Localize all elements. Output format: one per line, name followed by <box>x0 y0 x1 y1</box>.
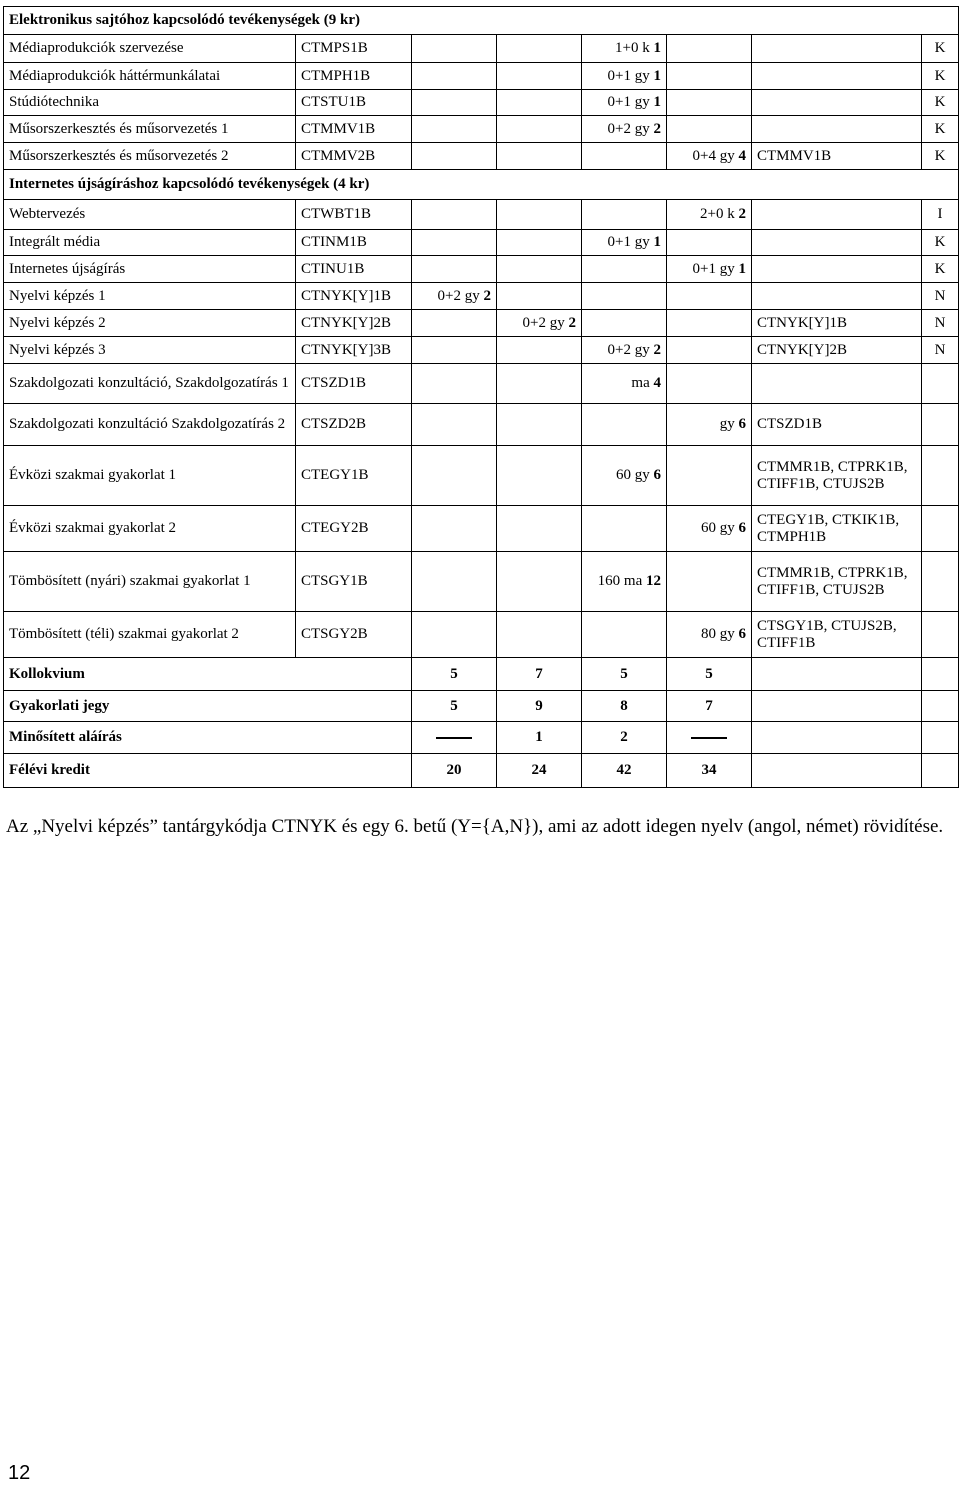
exam-type <box>922 722 959 754</box>
dash-mark <box>691 737 727 739</box>
semester-4-cell <box>667 63 752 90</box>
course-row <box>4 143 959 170</box>
course-row <box>4 552 959 612</box>
semester-2-cell <box>497 230 582 256</box>
semester-4-cell <box>667 283 752 310</box>
semester-2-cell <box>497 310 582 337</box>
course-name: Szakdolgozati konzultáció, Szakdolgozatírás 1 <box>4 364 296 404</box>
semester-4-cell <box>667 116 752 143</box>
semester-3-cell <box>582 552 667 612</box>
semester-4-cell <box>667 90 752 116</box>
semester-1-cell <box>412 35 497 63</box>
course-name: Internetes újságírás <box>4 256 296 283</box>
hours-text: 0+1 gy <box>607 94 654 110</box>
course-name: Műsorszerkesztés és műsorvezetés 1 <box>4 116 296 143</box>
semester-3-cell <box>582 63 667 90</box>
summary-value: 7 <box>667 691 752 722</box>
prerequisite: CTSZD1B <box>752 404 922 446</box>
semester-3-cell <box>582 143 667 170</box>
exam-type: K <box>922 35 959 63</box>
course-name: Tömbösített (nyári) szakmai gyakorlat 1 <box>4 552 296 612</box>
credit-value: 4 <box>738 147 746 164</box>
section-header-row <box>4 7 959 35</box>
hours-text: ma <box>631 375 654 391</box>
hours-text: 0+1 gy <box>607 67 654 84</box>
footnote: Az „Nyelvi képzés” tantárgykódja CTNYK és egy 6. betű (Y={A,N}), ami az adott idegen nyelv (angol, német) rövidítése. <box>6 816 944 837</box>
semester-3-cell <box>582 256 667 283</box>
semester-2-cell <box>497 256 582 283</box>
course-code: CTNYK[Y]3B <box>296 337 412 364</box>
course-code: CTSGY2B <box>296 612 412 658</box>
semester-2-cell <box>497 552 582 612</box>
course-name: Médiaprodukciók szervezése <box>4 35 296 63</box>
summary-value: 5 <box>667 658 752 691</box>
semester-4-cell <box>667 446 752 506</box>
summary-value: 24 <box>497 754 582 788</box>
semester-2-cell <box>497 63 582 90</box>
course-code: CTSZD1B <box>296 364 412 404</box>
exam-type <box>922 612 959 658</box>
exam-type: K <box>922 116 959 143</box>
hours-text: 80 gy <box>701 626 739 642</box>
prerequisite: CTSGY1B, CTUJS2B, CTIFF1B <box>752 612 922 658</box>
prerequisite <box>752 200 922 230</box>
course-row <box>4 506 959 552</box>
exam-type <box>922 364 959 404</box>
credit-value: 6 <box>738 520 746 536</box>
prerequisite <box>752 283 922 310</box>
exam-type: I <box>922 200 959 230</box>
course-name: Évközi szakmai gyakorlat 1 <box>4 446 296 506</box>
summary-value: 5 <box>412 691 497 722</box>
course-row <box>4 404 959 446</box>
course-code: CTSGY1B <box>296 552 412 612</box>
course-name: Webtervezés <box>4 200 296 230</box>
course-name: Tömbösített (téli) szakmai gyakorlat 2 <box>4 612 296 658</box>
course-row <box>4 283 959 310</box>
semester-2-cell <box>497 446 582 506</box>
semester-4-cell <box>667 506 752 552</box>
summary-value: 34 <box>667 754 752 788</box>
credit-value: 2 <box>738 206 746 222</box>
section-title: Internetes újságíráshoz kapcsolódó tevékenységek (4 kr) <box>4 170 959 200</box>
hours-text: 0+2 gy <box>607 120 654 137</box>
semester-3-cell <box>582 446 667 506</box>
course-name: Nyelvi képzés 2 <box>4 310 296 337</box>
page-number: 12 <box>8 1462 31 1484</box>
semester-2-cell <box>497 283 582 310</box>
summary-label: Félévi kredit <box>4 754 412 788</box>
semester-1-cell <box>412 364 497 404</box>
summary-value: 2 <box>582 722 667 754</box>
curriculum-table <box>3 6 959 788</box>
hours-text: 0+1 gy <box>607 234 654 250</box>
summary-value: 7 <box>497 658 582 691</box>
exam-type: K <box>922 143 959 170</box>
prerequisite <box>752 691 922 722</box>
semester-1-cell <box>412 506 497 552</box>
semester-1-cell <box>412 446 497 506</box>
credit-value: 6 <box>738 416 746 432</box>
semester-3-cell <box>582 310 667 337</box>
course-row <box>4 446 959 506</box>
course-name: Médiaprodukciók háttérmunkálatai <box>4 63 296 90</box>
semester-2-cell <box>497 116 582 143</box>
course-code: CTSZD2B <box>296 404 412 446</box>
semester-3-cell <box>582 230 667 256</box>
semester-4-cell <box>667 364 752 404</box>
semester-3-cell <box>582 506 667 552</box>
exam-type: K <box>922 230 959 256</box>
prerequisite <box>752 722 922 754</box>
course-row <box>4 200 959 230</box>
semester-3-cell <box>582 364 667 404</box>
dash-mark <box>436 737 472 739</box>
course-code: CTWBT1B <box>296 200 412 230</box>
credit-value: 6 <box>738 626 746 642</box>
credit-value: 4 <box>653 375 661 391</box>
course-name: Műsorszerkesztés és műsorvezetés 2 <box>4 143 296 170</box>
credit-value: 2 <box>653 341 661 358</box>
course-code: CTNYK[Y]2B <box>296 310 412 337</box>
semester-4-cell <box>667 35 752 63</box>
semester-2-cell <box>497 364 582 404</box>
semester-4-cell <box>667 552 752 612</box>
course-name: Nyelvi képzés 3 <box>4 337 296 364</box>
course-code: CTNYK[Y]1B <box>296 283 412 310</box>
exam-type: N <box>922 310 959 337</box>
prerequisite <box>752 116 922 143</box>
semester-3-cell <box>582 116 667 143</box>
hours-text: 60 gy <box>616 467 654 483</box>
summary-value: 20 <box>412 754 497 788</box>
prerequisite: CTMMR1B, CTPRK1B, CTIFF1B, CTUJS2B <box>752 446 922 506</box>
semester-4-cell <box>667 200 752 230</box>
credit-value: 2 <box>483 287 491 304</box>
exam-type <box>922 404 959 446</box>
semester-1-cell <box>412 283 497 310</box>
semester-2-cell <box>497 200 582 230</box>
semester-1-cell <box>412 143 497 170</box>
semester-3-cell <box>582 337 667 364</box>
course-name: Stúdiótechnika <box>4 90 296 116</box>
hours-text: gy <box>719 416 739 432</box>
semester-3-cell <box>582 90 667 116</box>
course-row <box>4 90 959 116</box>
hours-text: 160 ma <box>597 573 646 589</box>
semester-1-cell <box>412 337 497 364</box>
credit-value: 2 <box>653 120 661 137</box>
prerequisite <box>752 35 922 63</box>
course-code: CTMPS1B <box>296 35 412 63</box>
exam-type <box>922 446 959 506</box>
prerequisite <box>752 63 922 90</box>
semester-1-cell <box>412 256 497 283</box>
prerequisite: CTNYK[Y]1B <box>752 310 922 337</box>
semester-2-cell <box>497 404 582 446</box>
course-row <box>4 337 959 364</box>
course-code: CTMPH1B <box>296 63 412 90</box>
semester-1-cell <box>412 612 497 658</box>
credit-value: 6 <box>653 467 661 483</box>
credit-value: 1 <box>653 40 661 56</box>
course-row <box>4 230 959 256</box>
summary-row <box>4 754 959 788</box>
hours-text: 0+1 gy <box>692 260 739 277</box>
summary-label: Minősített aláírás <box>4 722 412 754</box>
prerequisite: CTMMV1B <box>752 143 922 170</box>
exam-type: K <box>922 256 959 283</box>
course-code: CTMMV1B <box>296 116 412 143</box>
course-row <box>4 612 959 658</box>
prerequisite <box>752 754 922 788</box>
course-code: CTEGY2B <box>296 506 412 552</box>
semester-1-cell <box>412 90 497 116</box>
semester-2-cell <box>497 506 582 552</box>
course-code: CTEGY1B <box>296 446 412 506</box>
hours-text: 0+2 gy <box>607 341 654 358</box>
credit-value: 12 <box>646 573 661 589</box>
hours-text: 60 gy <box>701 520 739 536</box>
hours-text: 0+2 gy <box>522 314 569 331</box>
prerequisite <box>752 364 922 404</box>
semester-1-cell <box>412 404 497 446</box>
semester-2-cell <box>497 35 582 63</box>
semester-4-cell <box>667 230 752 256</box>
hours-text: 0+2 gy <box>437 287 484 304</box>
semester-4-cell <box>667 256 752 283</box>
exam-type: K <box>922 63 959 90</box>
summary-label: Gyakorlati jegy <box>4 691 412 722</box>
summary-row <box>4 722 959 754</box>
prerequisite: CTNYK[Y]2B <box>752 337 922 364</box>
semester-1-cell <box>412 310 497 337</box>
course-row <box>4 256 959 283</box>
course-code: CTMMV2B <box>296 143 412 170</box>
semester-3-cell <box>582 283 667 310</box>
semester-2-cell <box>497 90 582 116</box>
hours-text: 1+0 k <box>615 40 654 56</box>
semester-1-cell <box>412 200 497 230</box>
course-name: Évközi szakmai gyakorlat 2 <box>4 506 296 552</box>
exam-type <box>922 506 959 552</box>
summary-value: 9 <box>497 691 582 722</box>
semester-3-cell <box>582 200 667 230</box>
section-header-row <box>4 170 959 200</box>
summary-value <box>412 722 497 754</box>
prerequisite <box>752 90 922 116</box>
credit-value: 1 <box>653 67 661 84</box>
semester-1-cell <box>412 116 497 143</box>
course-row <box>4 63 959 90</box>
semester-4-cell <box>667 337 752 364</box>
credit-value: 1 <box>653 94 661 110</box>
prerequisite: CTMMR1B, CTPRK1B, CTIFF1B, CTUJS2B <box>752 552 922 612</box>
prerequisite <box>752 658 922 691</box>
semester-1-cell <box>412 552 497 612</box>
course-code: CTINU1B <box>296 256 412 283</box>
semester-1-cell <box>412 63 497 90</box>
exam-type <box>922 754 959 788</box>
hours-text: 0+4 gy <box>692 147 739 164</box>
prerequisite <box>752 230 922 256</box>
summary-label: Kollokvium <box>4 658 412 691</box>
semester-4-cell <box>667 612 752 658</box>
course-name: Szakdolgozati konzultáció Szakdolgozatírás 2 <box>4 404 296 446</box>
course-row <box>4 35 959 63</box>
summary-row <box>4 691 959 722</box>
credit-value: 1 <box>653 234 661 250</box>
summary-row <box>4 658 959 691</box>
semester-2-cell <box>497 612 582 658</box>
summary-value: 42 <box>582 754 667 788</box>
course-name: Integrált média <box>4 230 296 256</box>
semester-1-cell <box>412 230 497 256</box>
semester-3-cell <box>582 612 667 658</box>
exam-type <box>922 691 959 722</box>
exam-type <box>922 552 959 612</box>
prerequisite: CTEGY1B, CTKIK1B, CTMPH1B <box>752 506 922 552</box>
exam-type: N <box>922 283 959 310</box>
course-code: CTINM1B <box>296 230 412 256</box>
course-row <box>4 116 959 143</box>
hours-text: 2+0 k <box>700 206 739 222</box>
exam-type: N <box>922 337 959 364</box>
prerequisite <box>752 256 922 283</box>
credit-value: 2 <box>568 314 576 331</box>
course-code: CTSTU1B <box>296 90 412 116</box>
summary-value: 8 <box>582 691 667 722</box>
credit-value: 1 <box>738 260 746 277</box>
summary-value: 5 <box>412 658 497 691</box>
course-row <box>4 310 959 337</box>
semester-3-cell <box>582 404 667 446</box>
section-title: Elektronikus sajtóhoz kapcsolódó tevékenységek (9 kr) <box>4 7 959 35</box>
semester-4-cell <box>667 404 752 446</box>
exam-type <box>922 658 959 691</box>
semester-2-cell <box>497 143 582 170</box>
course-name: Nyelvi képzés 1 <box>4 283 296 310</box>
summary-value: 1 <box>497 722 582 754</box>
semester-4-cell <box>667 143 752 170</box>
semester-3-cell <box>582 35 667 63</box>
exam-type: K <box>922 90 959 116</box>
summary-value: 5 <box>582 658 667 691</box>
semester-4-cell <box>667 310 752 337</box>
semester-2-cell <box>497 337 582 364</box>
summary-value <box>667 722 752 754</box>
course-row <box>4 364 959 404</box>
